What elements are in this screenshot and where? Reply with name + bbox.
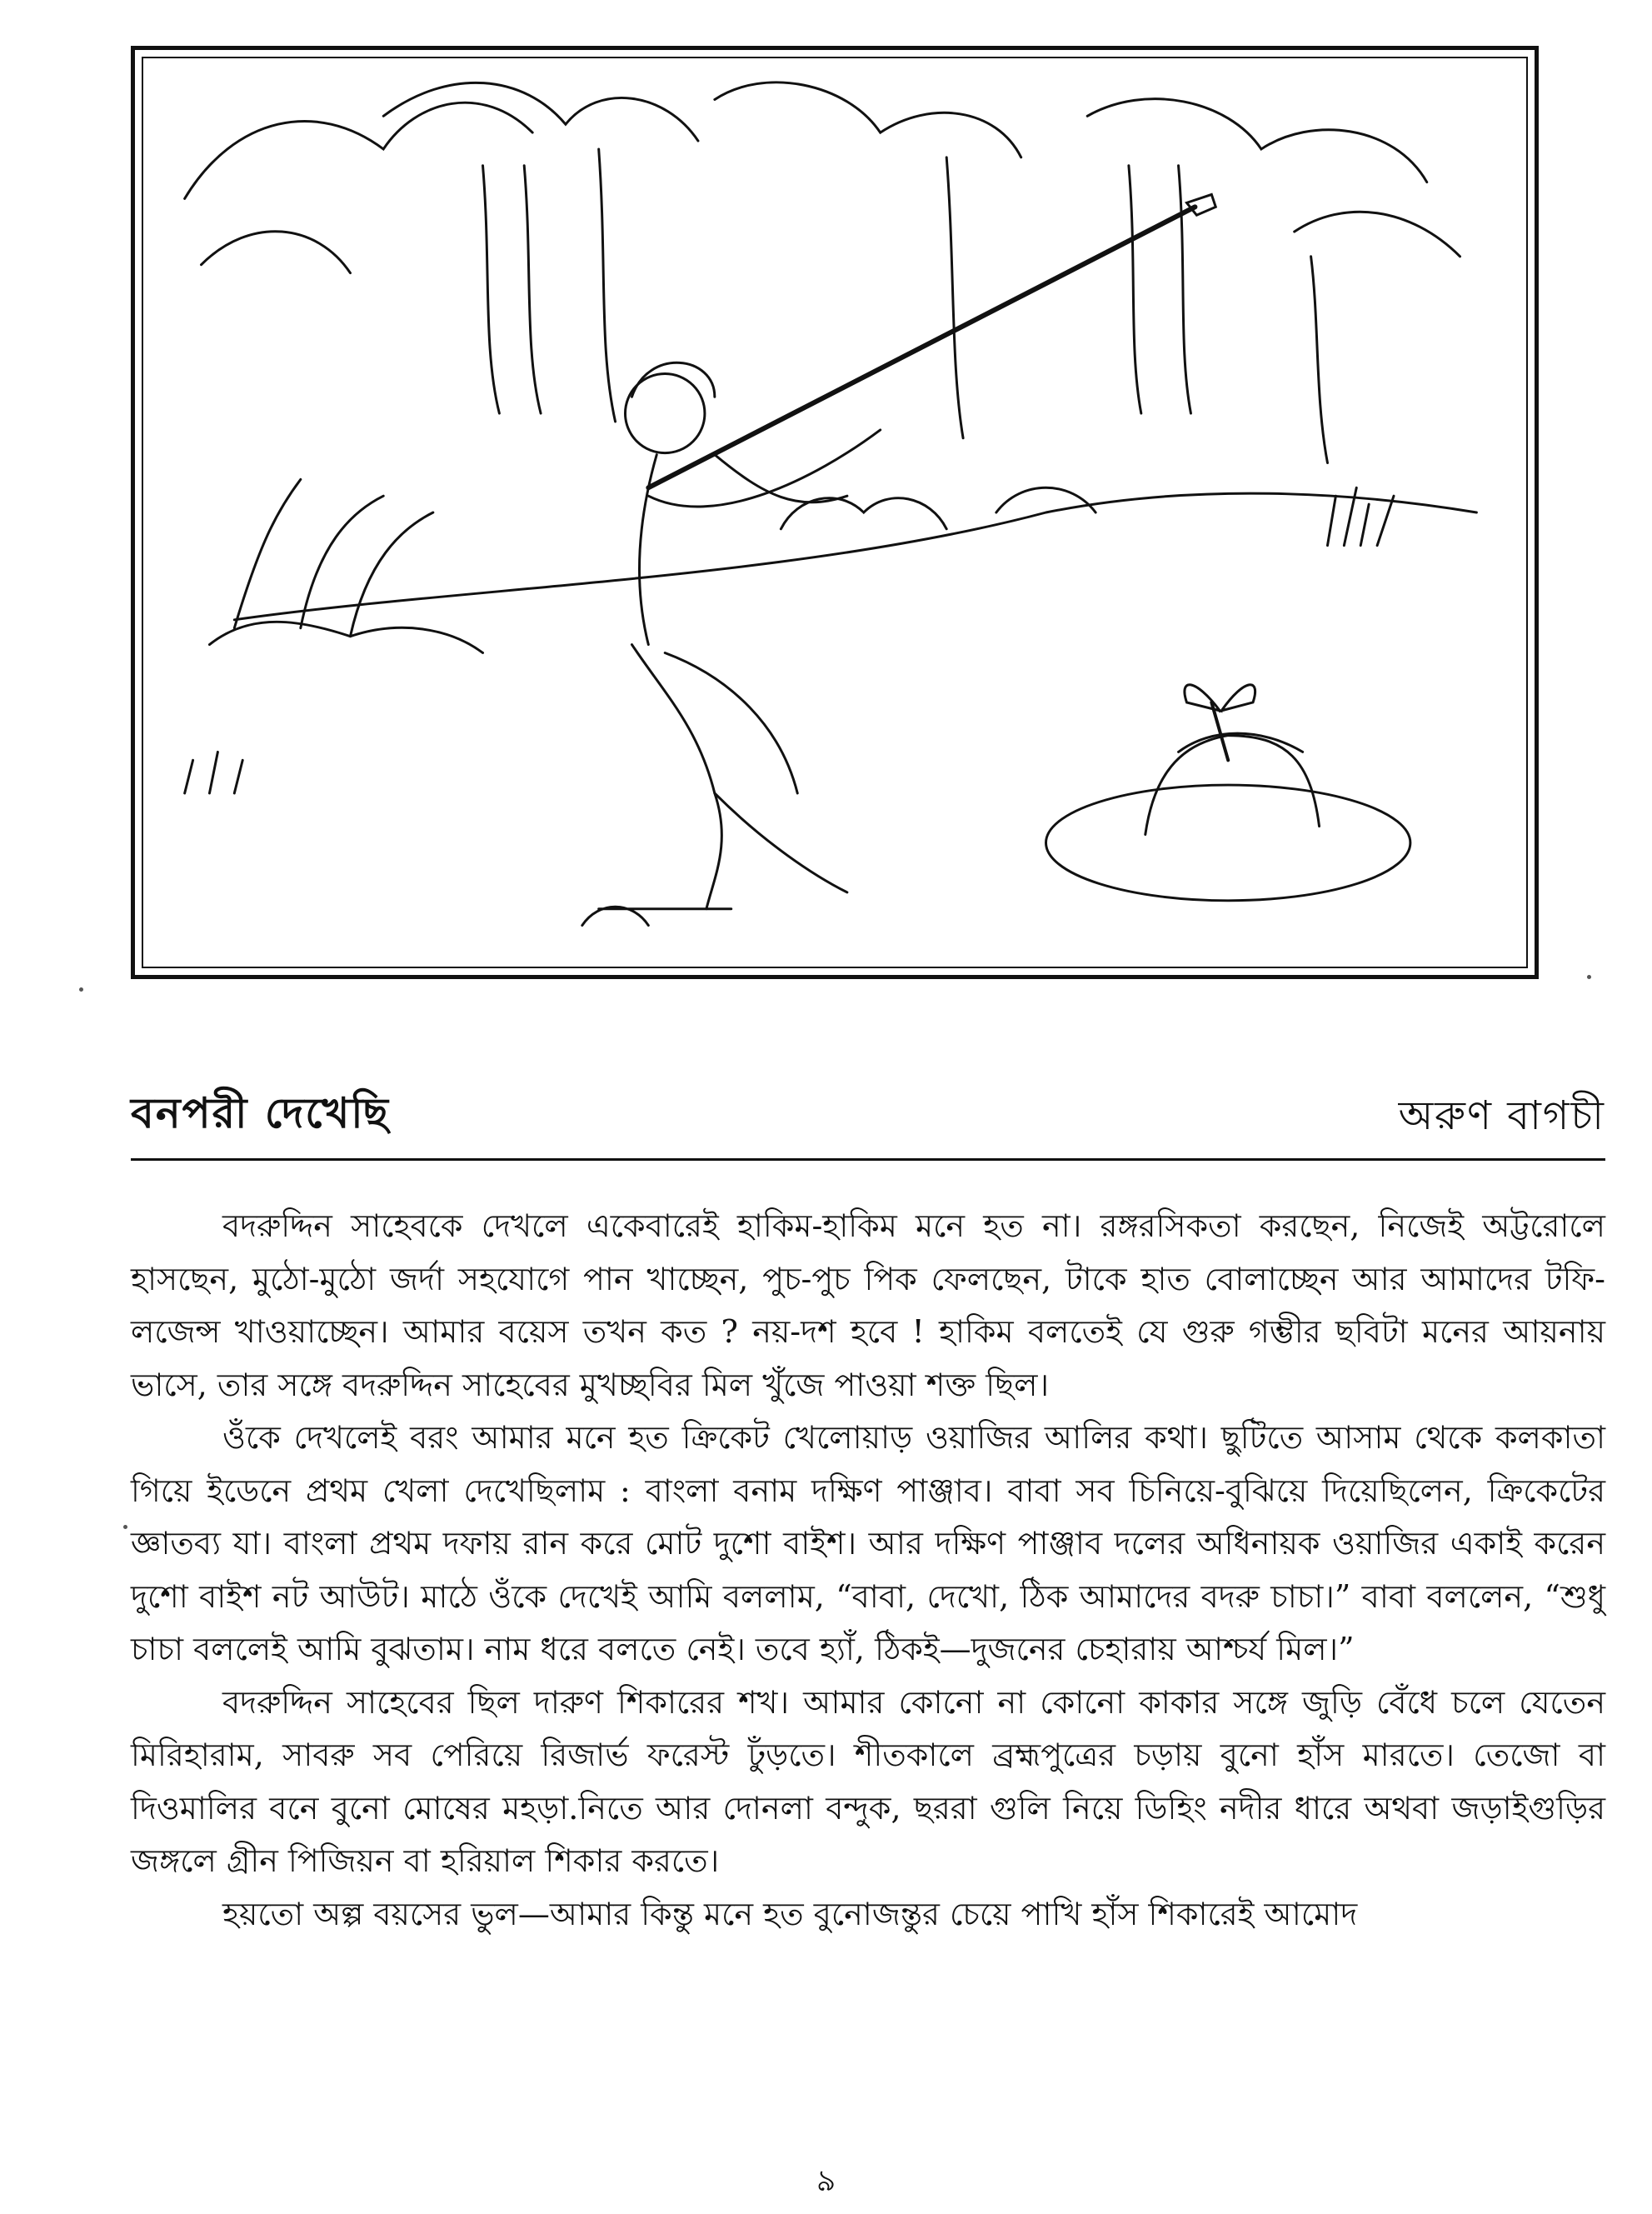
page-number: ৯ bbox=[816, 2164, 836, 2198]
print-speck bbox=[79, 987, 83, 992]
article-body bbox=[131, 1200, 1605, 1941]
paragraph: বদরুদ্দিন সাহেবকে দেখলে একেবারেই হাকিম-হাকিম মনে হত না। রঙ্গরসিকতা করছেন, নিজেই অট্টরোলে হাসছেন, মুঠো-মুঠো জর্দা সহযোগে পান খাচ্ছেন, পুচ-পুচ পিক ফেলছেন, টাকে হাত বোলাচ্ছেন আর আমাদের টফি-লজেন্স খাওয়াচ্ছেন। আমার বয়েস তখন কত ? নয়-দশ হবে ! হাকিম বলতেই যে গুরু গম্ভীর ছবিটা মনের আয়নায় ভাসে, তার সঙ্গে বদরুদ্দিন সাহেবের মুখচ্ছবির মিল খুঁজে পাওয়া শক্ত ছিল। bbox=[131, 1207, 1605, 1403]
hunter-aiming-rifle-illustration bbox=[135, 50, 1535, 975]
paragraph: বদরুদ্দিন সাহেবের ছিল দারুণ শিকারের শখ। আমার কোনো না কোনো কাকার সঙ্গে জুড়ি বেঁধে চলে যেতেন মিরিহারাম, সাবরু সব পেরিয়ে রিজার্ভ ফরেস্ট ঢুঁড়তে। শীতকালে ব্রহ্মপুত্রের চড়ায় বুনো হাঁস মারতে। তেজো বা দিওমালির বনে বুনো মোষের মহড়া.নিতে আর দোনলা বন্দুক, ছররা গুলি নিয়ে ডিহিং নদীর ধারে অথবা জড়াইগুড়ির জঙ্গলে গ্রীন পিজিয়ন বা হরিয়াল শিকার করতে। bbox=[131, 1683, 1605, 1879]
print-speck bbox=[1587, 975, 1591, 979]
paragraph: হয়তো অল্প বয়সের ভুল—আমার কিন্তু মনে হত বুনোজন্তুর চেয়ে পাখি হাঁস শিকারেই আমোদ bbox=[222, 1895, 1358, 1932]
print-speck bbox=[123, 1525, 127, 1529]
article-author: অরুণ বাগচী bbox=[1398, 1092, 1605, 1139]
illustration-frame bbox=[131, 46, 1539, 979]
article-title: বনপরী দেখেছি bbox=[131, 1088, 390, 1137]
paragraph: ওঁকে দেখলেই বরং আমার মনে হত ক্রিকেট খেলোয়াড় ওয়াজির আলির কথা। ছুটিতে আসাম থেকে কলকাতা গিয়ে ইডেনে প্রথম খেলা দেখেছিলাম : বাংলা বনাম দক্ষিণ পাঞ্জাব। বাবা সব চিনিয়ে-বুঝিয়ে দিয়েছিলেন, ক্রিকেটের জ্ঞাতব্য যা। বাংলা প্রথম দফায় রান করে মোট দুশো বাইশ। আর দক্ষিণ পাঞ্জাব দলের অধিনায়ক ওয়াজির একাই করেন দুশো বাইশ নট আউট। মাঠে ওঁকে দেখেই আমি বললাম, “বাবা, দেখো, ঠিক আমাদের বদরু চাচা।” বাবা বললেন, “শুধু চাচা বললেই আমি বুঝতাম। নাম ধরে বলতে নেই। তবে হ্যাঁ, ঠিকই—দুজনের চেহারায় আশ্চর্য মিল।” bbox=[131, 1419, 1605, 1667]
article-header bbox=[131, 1083, 1605, 1161]
